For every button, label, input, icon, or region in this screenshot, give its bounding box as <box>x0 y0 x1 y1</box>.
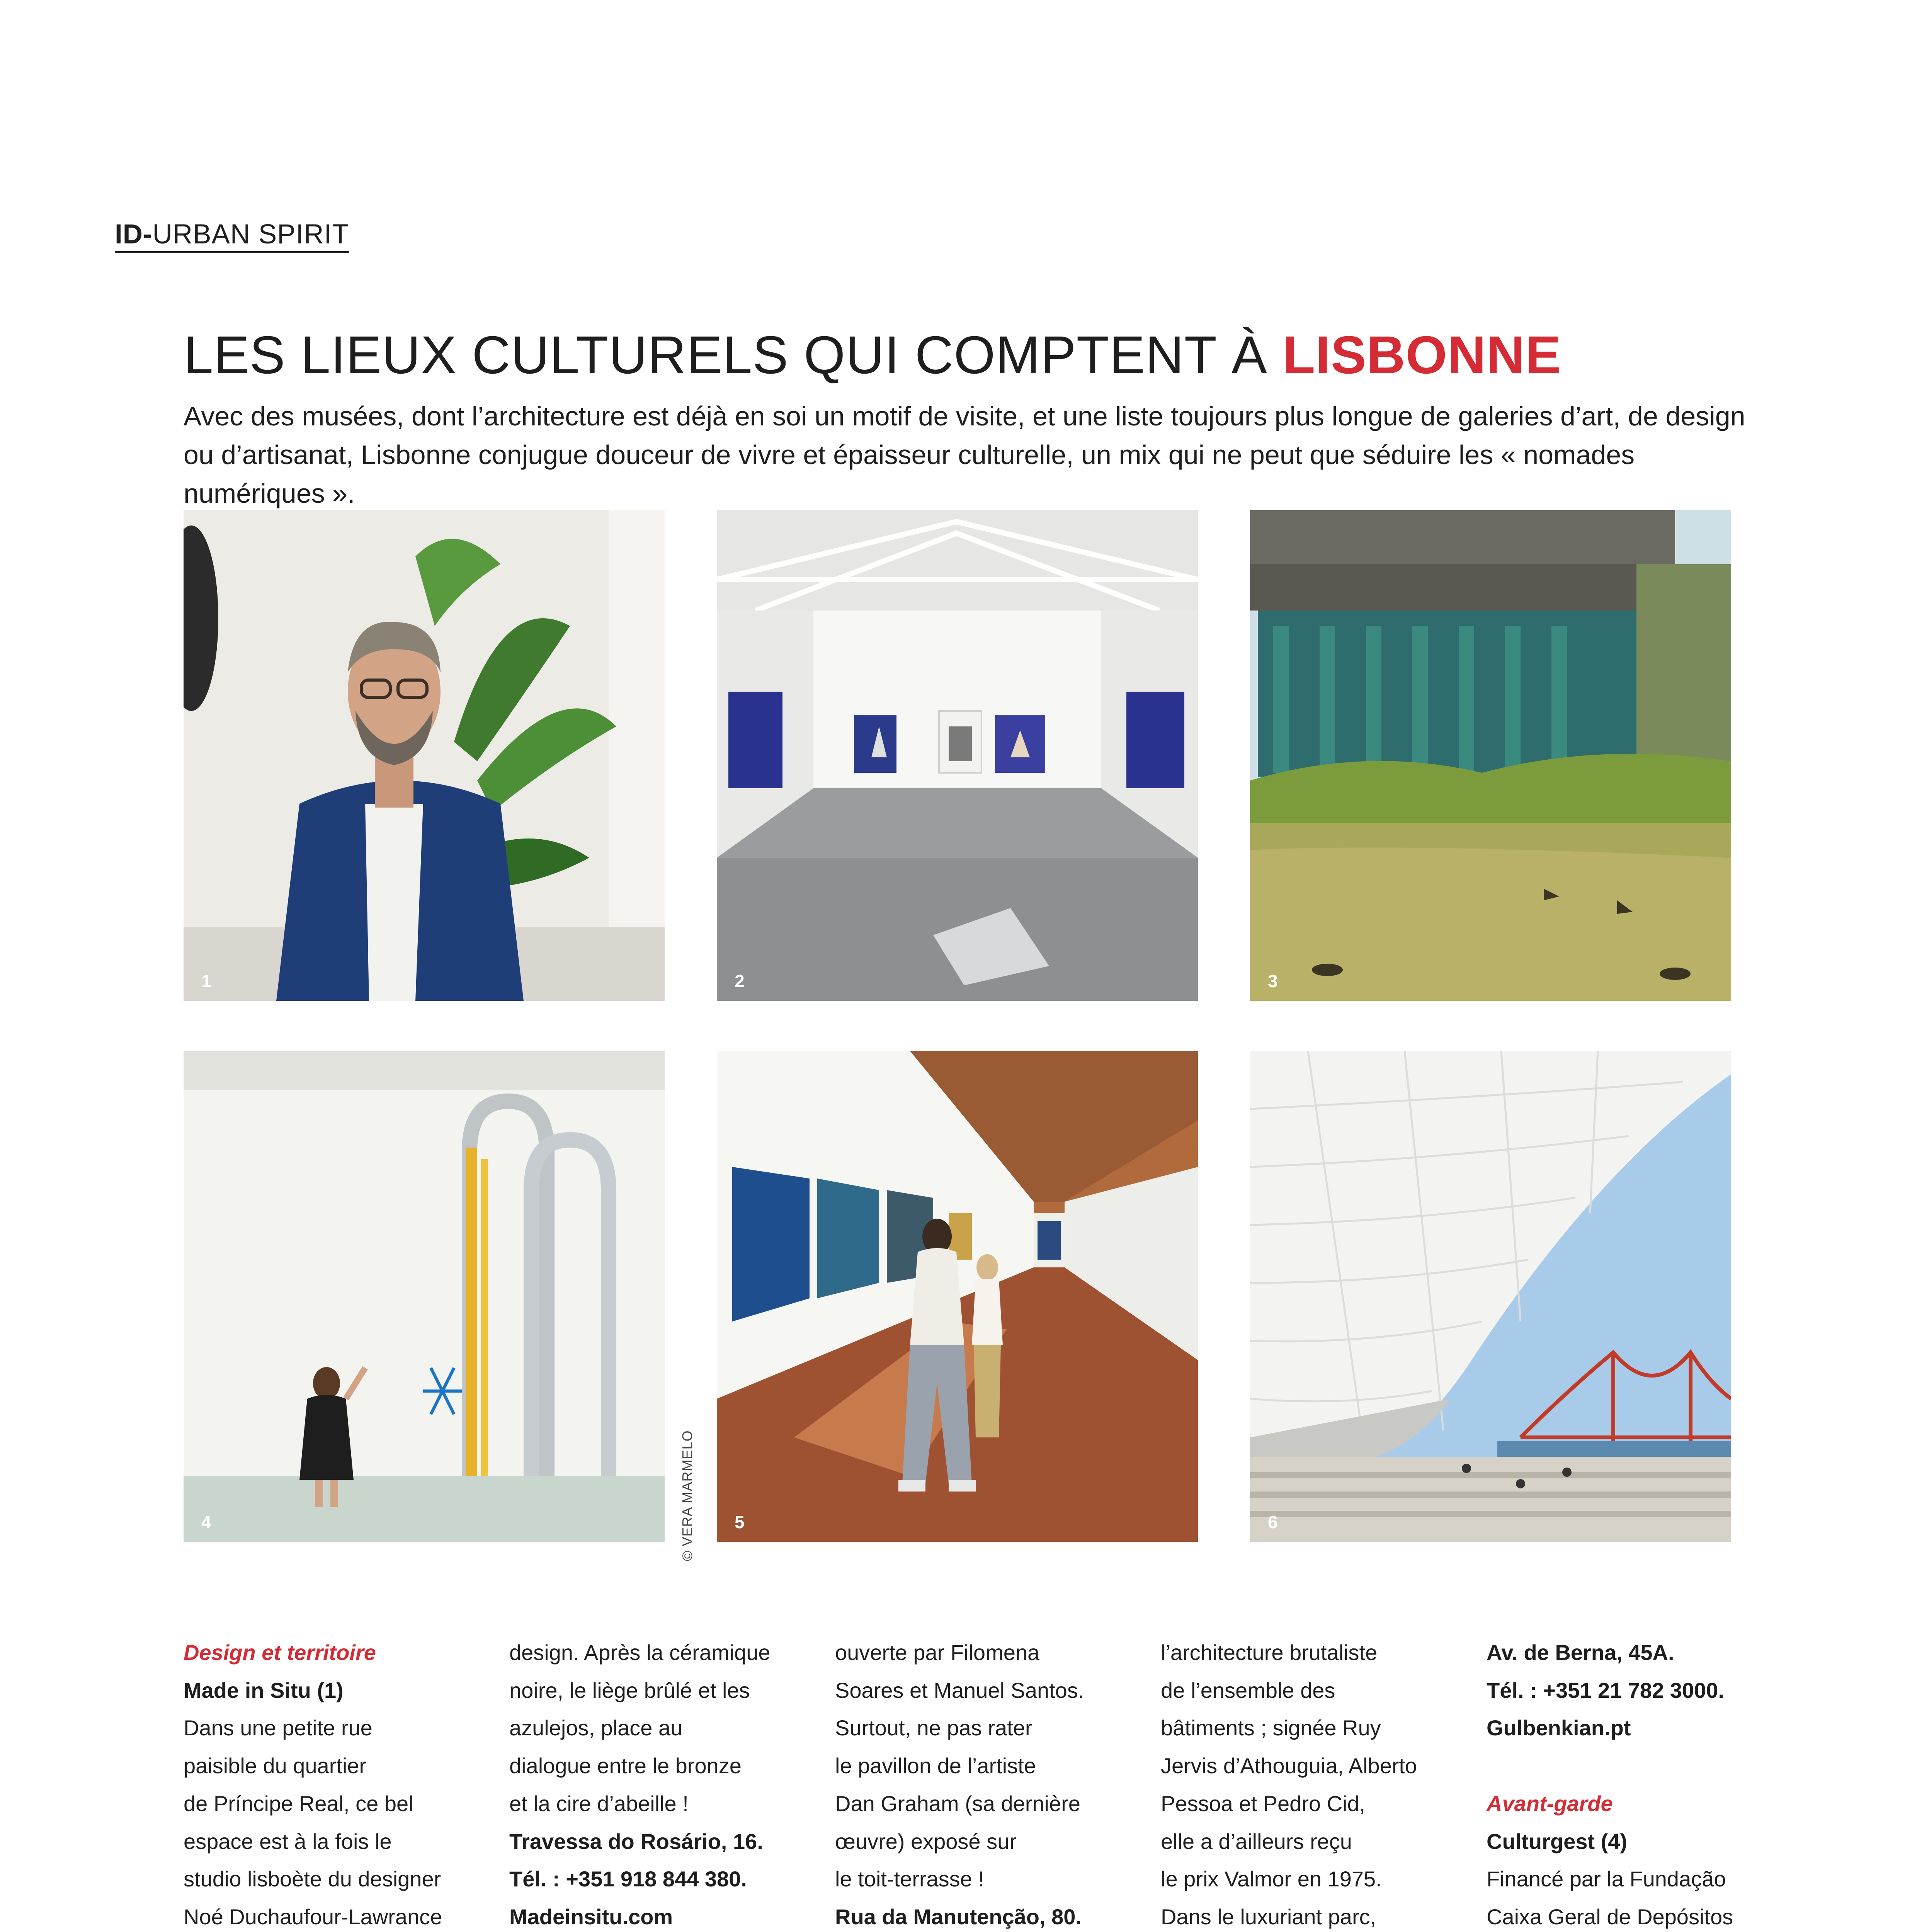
venue-address: Av. de Berna, 45A. <box>1487 1640 1674 1665</box>
text-line: Surtout, ne pas rater <box>835 1716 1032 1740</box>
intro-paragraph: Avec des musées, dont l’architecture est déjà en soi un motif de visite, et une liste toujours plus longue de galeries d’art, de design ou d’artisanat, Lisbonne conjugue douceur de vivre et épaisseur culturelle, un mix qui ne peut que séduire les « nomades numériques ». <box>184 401 1745 509</box>
venue-name: Culturgest (4) <box>1487 1829 1627 1854</box>
venue-website: Madeinsitu.com <box>509 1904 673 1929</box>
photo-6-maat-building <box>1250 1051 1731 1542</box>
venue-address: Travessa do Rosário, 16. <box>509 1829 763 1854</box>
text-line: Financé par la Fundação <box>1487 1867 1726 1891</box>
text-line: Pessoa et Pedro Cid, <box>1161 1791 1366 1816</box>
section-label-rest: URBAN SPIRIT <box>152 219 349 250</box>
section-label <box>115 219 349 253</box>
category-design-territoire: Design et territoire <box>184 1640 376 1665</box>
section-label-bold: ID- <box>115 219 153 250</box>
text-line: dialogue entre le bronze <box>509 1753 742 1778</box>
text-line: elle a d’ailleurs reçu <box>1161 1829 1352 1854</box>
headline-accent: LISBONNE <box>1283 325 1561 385</box>
text-line: le toit-terrasse ! <box>835 1867 984 1891</box>
photo-4-culturgest-installation <box>184 1051 665 1542</box>
text-line: Noé Duchaufour-Lawrance <box>184 1904 442 1929</box>
photo-credit <box>676 1414 699 1561</box>
text-line: noire, le liège brûlé et les <box>509 1678 750 1702</box>
photo-1-designer-portrait <box>184 510 665 1001</box>
venue-address: Rua da Manutenção, 80. <box>835 1904 1082 1929</box>
text-line: Jervis d’Athouguia, Alberto <box>1161 1753 1417 1778</box>
photo-2-gallery-interior <box>717 510 1198 1001</box>
text-line: Dan Graham (sa dernière <box>835 1791 1080 1816</box>
photo-credit-text: © VERA MARMELO <box>679 1430 695 1561</box>
text-line: le pavillon de l’artiste <box>835 1753 1036 1778</box>
text-line: Dans le luxuriant parc, <box>1161 1904 1376 1929</box>
text-line: design. Après la céramique <box>509 1640 771 1665</box>
text-line: paisible du quartier <box>184 1753 367 1778</box>
text-line: espace est à la fois le <box>184 1829 392 1854</box>
venue-phone: Tél. : +351 21 782 3000. <box>1487 1678 1724 1702</box>
text-line: de Príncipe Real, ce bel <box>184 1791 413 1816</box>
photo-number: 3 <box>1268 971 1278 991</box>
column-5 <box>1487 1634 1772 1932</box>
text-line: l’architecture brutaliste <box>1161 1640 1378 1665</box>
photo-3-gulbenkian-building <box>1250 510 1731 1001</box>
column-4 <box>1161 1634 1447 1932</box>
column-2 <box>509 1634 795 1932</box>
headline-main: LES LIEUX CULTURELS QUI COMPTENT À <box>184 325 1283 385</box>
category-avant-garde: Avant-garde <box>1487 1791 1613 1816</box>
text-line: le prix Valmor en 1975. <box>1161 1867 1382 1891</box>
text-line: Caixa Geral de Depósitos <box>1487 1904 1733 1929</box>
text-line: azulejos, place au <box>509 1716 683 1740</box>
venue-website: Gulbenkian.pt <box>1487 1716 1631 1740</box>
text-line: Soares et Manuel Santos. <box>835 1678 1084 1702</box>
text-line: studio lisboète du designer <box>184 1867 441 1891</box>
text-line: bâtiments ; signée Ruy <box>1161 1716 1381 1740</box>
photo-number: 2 <box>735 971 745 991</box>
text-line: ouverte par Filomena <box>835 1640 1040 1665</box>
column-1 <box>184 1634 469 1932</box>
photo-number: 5 <box>735 1512 745 1532</box>
photo-5-filomena-soares-corridor <box>717 1051 1198 1542</box>
headline <box>184 325 1561 385</box>
venue-name: Made in Situ (1) <box>184 1678 344 1702</box>
text-line: de l’ensemble des <box>1161 1678 1335 1702</box>
text-line: Dans une petite rue <box>184 1716 373 1740</box>
photo-number: 6 <box>1268 1512 1278 1532</box>
photo-number: 4 <box>201 1512 211 1532</box>
photo-number: 1 <box>201 971 211 991</box>
paragraph-gap <box>1487 1747 1772 1785</box>
venue-phone: Tél. : +351 918 844 380. <box>509 1867 747 1891</box>
column-3 <box>835 1634 1121 1932</box>
text-line: œuvre) exposé sur <box>835 1829 1017 1854</box>
text-line: et la cire d’abeille ! <box>509 1791 689 1816</box>
